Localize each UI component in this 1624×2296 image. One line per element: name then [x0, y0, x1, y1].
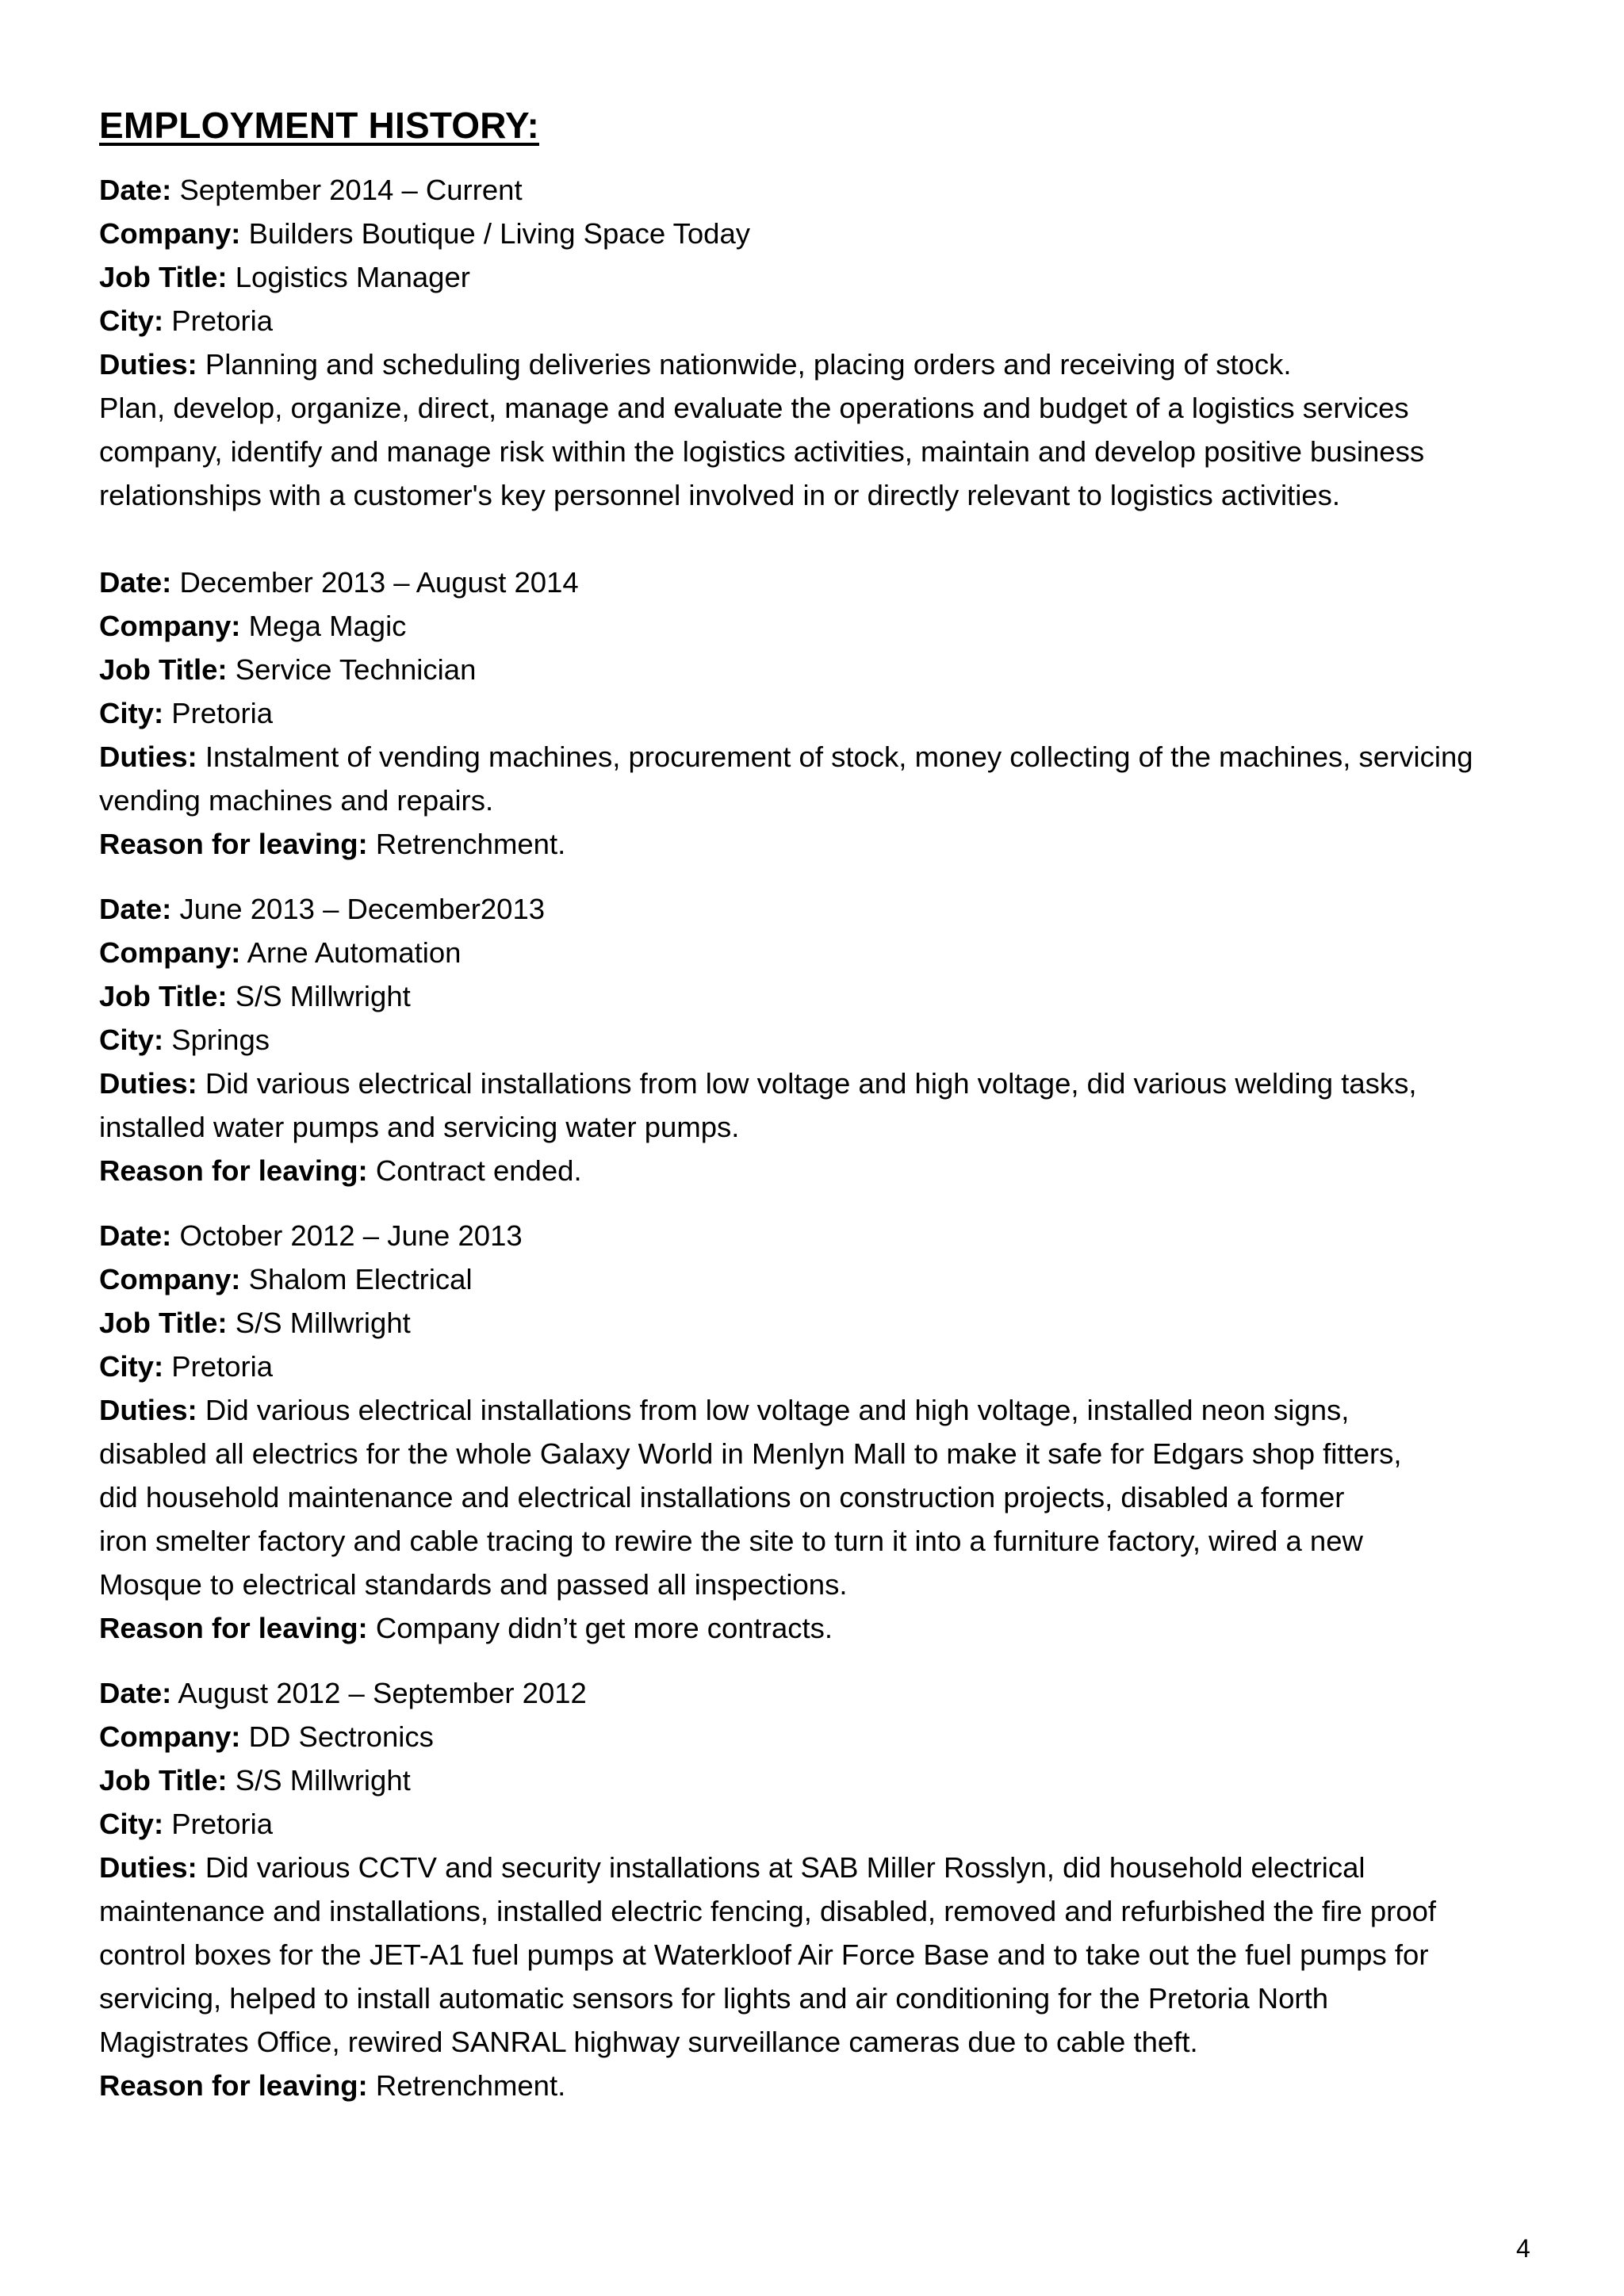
company-value: Arne Automation [247, 936, 462, 969]
duties-continuation: control boxes for the JET-A1 fuel pumps at Waterkloof Air Force Base and to take out the fuel pumps for [99, 1938, 1429, 1971]
spacer [99, 1192, 1542, 1214]
entry-date [99, 887, 1542, 931]
company-label: Company: [99, 1720, 241, 1753]
city-label: City: [99, 304, 164, 337]
date-value: June 2013 – December2013 [179, 893, 546, 925]
duties-line: Did various electrical installations from low voltage and high voltage, did various welding tasks, [205, 1067, 1417, 1100]
entry-reason [99, 822, 1542, 866]
entry-date [99, 561, 1542, 604]
entry-city [99, 1018, 1542, 1062]
duties-continuation: did household maintenance and electrical installations on construction projects, disabled a former [99, 1481, 1345, 1513]
entry-duties [99, 735, 1542, 779]
duties-continuation: relationships with a customer's key personnel involved in or directly relevant to logistics activities. [99, 479, 1340, 511]
entry-company [99, 1715, 1542, 1758]
entry-date [99, 1214, 1542, 1257]
entry-job-title [99, 648, 1542, 691]
job-title-label: Job Title: [99, 1764, 228, 1797]
job-title-value: S/S Millwright [235, 980, 411, 1012]
reason-value: Retrenchment. [375, 2069, 566, 2102]
entry-company [99, 931, 1542, 974]
duties-continuation: iron smelter factory and cable tracing to rewire the site to turn it into a furniture factory, wired a new [99, 1525, 1363, 1557]
date-label: Date: [99, 1219, 172, 1252]
employment-entry [99, 168, 1542, 517]
job-title-value: Service Technician [235, 653, 477, 686]
entry-duties [99, 1388, 1542, 1432]
duties-continuation: vending machines and repairs. [99, 784, 494, 817]
city-label: City: [99, 697, 164, 729]
employment-entry [99, 887, 1542, 1192]
city-label: City: [99, 1808, 164, 1840]
date-value: December 2013 – August 2014 [179, 566, 579, 599]
company-value: Shalom Electrical [248, 1263, 473, 1295]
employment-entry [99, 1671, 1542, 2107]
date-value: September 2014 – Current [179, 174, 523, 206]
employment-entry [99, 1214, 1542, 1650]
spacer [99, 1650, 1542, 1671]
reason-label: Reason for leaving: [99, 2069, 368, 2102]
company-label: Company: [99, 936, 241, 969]
duties-continuation: Plan, develop, organize, direct, manage and evaluate the operations and budget of a logistics services [99, 392, 1409, 424]
entry-duties [99, 1846, 1542, 1889]
entry-duties [99, 342, 1542, 386]
date-label: Date: [99, 1677, 172, 1709]
city-label: City: [99, 1350, 164, 1383]
date-label: Date: [99, 893, 172, 925]
date-label: Date: [99, 566, 172, 599]
city-value: Pretoria [171, 1808, 274, 1840]
duties-continuation: maintenance and installations, installed electric fencing, disabled, removed and refurbished the fire proof [99, 1895, 1437, 1927]
entry-date [99, 1671, 1542, 1715]
entry-reason [99, 1149, 1542, 1192]
entry-duties [99, 1062, 1542, 1105]
job-title-label: Job Title: [99, 653, 228, 686]
duties-continuation: Mosque to electrical standards and passed all inspections. [99, 1568, 848, 1601]
date-value: October 2012 – June 2013 [179, 1219, 523, 1252]
city-value: Pretoria [171, 697, 274, 729]
duties-label: Duties: [99, 1851, 197, 1884]
duties-label: Duties: [99, 1394, 197, 1426]
entry-job-title [99, 255, 1542, 299]
job-title-label: Job Title: [99, 980, 228, 1012]
duties-label: Duties: [99, 1067, 197, 1100]
city-label: City: [99, 1024, 164, 1056]
duties-line: Instalment of vending machines, procurement of stock, money collecting of the machines, servicing [205, 740, 1473, 773]
reason-value: Contract ended. [375, 1154, 582, 1187]
duties-continuation: installed water pumps and servicing water pumps. [99, 1111, 740, 1143]
duties-continuation: disabled all electrics for the whole Galaxy World in Menlyn Mall to make it safe for Edgars shop fitters, [99, 1437, 1402, 1470]
duties-continuation: company, identify and manage risk within the logistics activities, maintain and develop positive business [99, 435, 1425, 468]
job-title-label: Job Title: [99, 261, 228, 293]
entry-job-title [99, 1758, 1542, 1802]
company-value: DD Sectronics [248, 1720, 434, 1753]
spacer [99, 517, 1542, 561]
company-value: Builders Boutique / Living Space Today [248, 217, 751, 250]
entry-company [99, 1257, 1542, 1301]
reason-label: Reason for leaving: [99, 1612, 368, 1644]
job-title-value: Logistics Manager [235, 261, 470, 293]
company-value: Mega Magic [248, 610, 407, 642]
city-value: Pretoria [171, 304, 274, 337]
page-number: 4 [1516, 2234, 1530, 2263]
duties-line: Did various CCTV and security installations at SAB Miller Rosslyn, did household electrical [205, 1851, 1365, 1884]
entry-job-title [99, 974, 1542, 1018]
city-value: Springs [171, 1024, 270, 1056]
entry-city [99, 691, 1542, 735]
document-page [99, 101, 1542, 2107]
reason-value: Retrenchment. [375, 828, 566, 860]
entry-city [99, 1345, 1542, 1388]
duties-continuation: servicing, helped to install automatic sensors for lights and air conditioning for the Pretoria North [99, 1982, 1329, 2015]
entry-reason [99, 2064, 1542, 2107]
entry-date [99, 168, 1542, 212]
reason-value: Company didn’t get more contracts. [375, 1612, 833, 1644]
entry-company [99, 604, 1542, 648]
employment-entry [99, 561, 1542, 866]
reason-label: Reason for leaving: [99, 1154, 368, 1187]
duties-label: Duties: [99, 348, 197, 381]
date-label: Date: [99, 174, 172, 206]
entry-job-title [99, 1301, 1542, 1345]
entry-reason [99, 1606, 1542, 1650]
entry-city [99, 299, 1542, 342]
job-title-value: S/S Millwright [235, 1307, 411, 1339]
duties-line: Did various electrical installations from low voltage and high voltage, installed neon signs, [205, 1394, 1350, 1426]
company-label: Company: [99, 217, 241, 250]
duties-continuation: Magistrates Office, rewired SANRAL highway surveillance cameras due to cable theft. [99, 2026, 1198, 2058]
reason-label: Reason for leaving: [99, 828, 368, 860]
duties-label: Duties: [99, 740, 197, 773]
spacer [99, 866, 1542, 887]
date-value: August 2012 – September 2012 [178, 1677, 587, 1709]
city-value: Pretoria [171, 1350, 274, 1383]
entry-city [99, 1802, 1542, 1846]
company-label: Company: [99, 610, 241, 642]
company-label: Company: [99, 1263, 241, 1295]
job-title-label: Job Title: [99, 1307, 228, 1339]
duties-line: Planning and scheduling deliveries nationwide, placing orders and receiving of stock. [205, 348, 1292, 381]
job-title-value: S/S Millwright [235, 1764, 411, 1797]
entry-company [99, 212, 1542, 255]
section-heading: EMPLOYMENT HISTORY: [99, 105, 539, 146]
